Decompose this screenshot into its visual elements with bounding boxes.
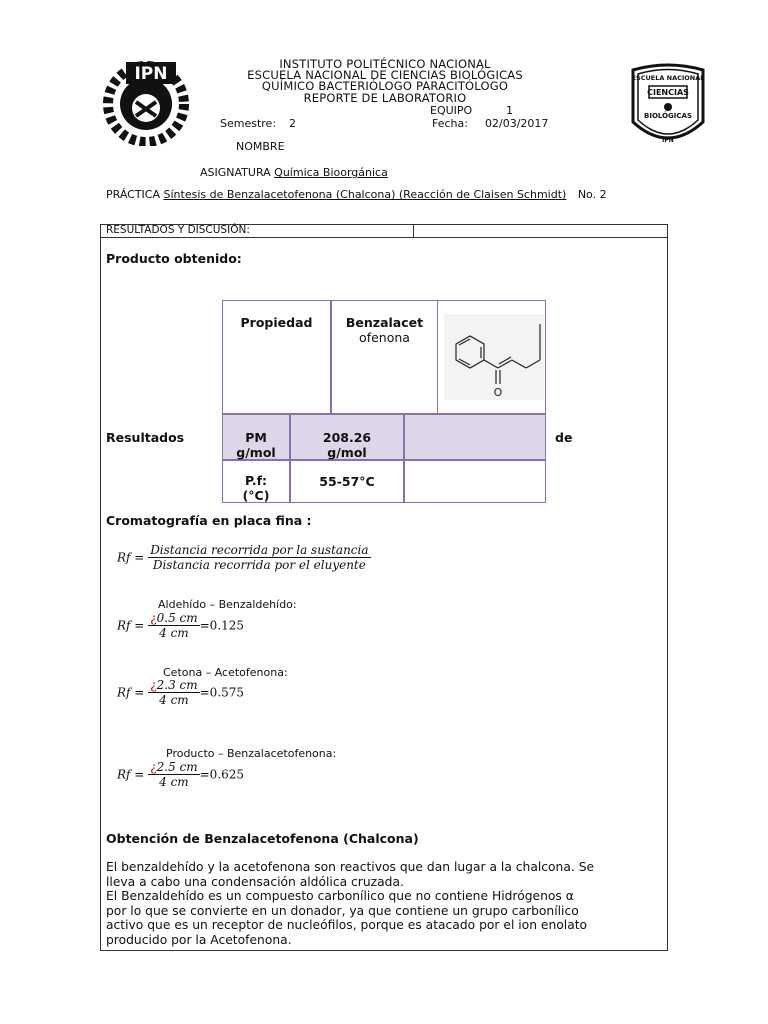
asignatura-label: ASIGNATURA	[200, 166, 271, 179]
rf-result: =0.625	[199, 767, 245, 782]
practica-row	[106, 188, 607, 201]
rf-lhs: Rf =	[117, 550, 145, 565]
ipn-logo-text: IPN	[134, 64, 168, 84]
benzalacetofenona-header-2: ofenona	[359, 330, 410, 345]
asignatura-row	[200, 166, 388, 179]
institution-name: INSTITUTO POLITÉCNICO NACIONAL	[279, 57, 491, 71]
paragraph-line: lleva a cabo una condensación aldólica cruzada.	[106, 874, 404, 889]
career-name: QUÍMICO BACTERIÓLOGO PARACITÓLOGO	[261, 79, 509, 93]
paragraph-line: El Benzaldehído es un compuesto carbonílico que no contiene Hidrógenos α	[106, 889, 574, 904]
rf-denominator: 4 cm	[159, 693, 189, 707]
svg-text:BIOLÓGICAS: BIOLÓGICAS	[644, 112, 692, 120]
report-type: REPORTE DE LABORATORIO	[303, 91, 467, 105]
asignatura-value: Química Bioorgánica	[274, 166, 388, 179]
ipn-logo	[100, 58, 192, 146]
rf-aldehido-formula	[117, 611, 244, 640]
row-pf-empty-cell	[404, 460, 546, 503]
fecha-value: 02/03/2017	[485, 117, 549, 130]
encb-seal	[627, 62, 709, 152]
obtencion-title: Obtención de Benzalacetofenona (Chalcona)	[106, 831, 419, 846]
pm-value-2: g/mol	[327, 445, 367, 460]
pf-value: 55-57°C	[319, 474, 375, 489]
row-pm-empty-cell	[404, 414, 546, 460]
rf-numerator: 2.3 cm	[156, 678, 198, 692]
benzalacetofenona-header-1: Benzalacet	[345, 315, 424, 330]
results-section-title: RESULTADOS Y DISCUSIÓN:	[106, 224, 250, 236]
rf-lhs: Rf =	[117, 618, 145, 633]
propiedad-header: Propiedad	[240, 315, 313, 330]
nombre-label: NOMBRE	[236, 140, 285, 153]
rf-numerator: 0.5 cm	[156, 611, 198, 625]
rf-lhs: Rf =	[117, 685, 145, 700]
rf-aldehido-label: Aldehído – Benzaldehído:	[158, 598, 297, 611]
practica-label: PRÁCTICA	[106, 188, 161, 201]
de-label: de	[555, 430, 573, 445]
practica-number: No. 2	[577, 188, 607, 201]
pm-label-1: PM	[245, 430, 267, 445]
rf-denominator: 4 cm	[159, 775, 189, 789]
rf-mark: ¿	[150, 678, 157, 692]
paragraph-line: activo que es un receptor de nucleófilos, porque es atacado por el ion enolato	[106, 918, 588, 933]
paragraph-line: El benzaldehído y la acetofenona son reactivos que dan lugar a la chalcona. Se	[106, 860, 595, 874]
producto-title: Producto obtenido:	[106, 251, 242, 266]
rf-denominator: 4 cm	[159, 626, 189, 640]
rf-denominator: Distancia recorrida por el eluyente	[152, 558, 366, 572]
chalcone-structure	[444, 314, 544, 400]
rf-mark: ¿	[150, 760, 157, 774]
school-name: ESCUELA NACIONAL DE CIENCIAS BIOLÓGICAS	[247, 68, 523, 82]
svg-text:IPN: IPN	[662, 137, 674, 144]
semestre-value: 2	[289, 117, 296, 130]
cromatografia-title: Cromatografía en placa fina :	[106, 513, 312, 528]
rf-cetona-formula	[117, 678, 244, 707]
pm-value-1: 208.26	[322, 430, 372, 445]
rf-cetona-label: Cetona – Acetofenona:	[163, 666, 288, 679]
pf-label-2: (°C)	[242, 488, 270, 503]
pf-label-1: P.f:	[244, 473, 268, 488]
results-header-divider	[413, 224, 414, 238]
resultados-label: Resultados	[106, 430, 185, 445]
practica-value: Síntesis de Benzalacetofenona (Chalcona) (Reacción de Claisen Schmidt)	[163, 188, 567, 201]
rf-producto-formula	[117, 760, 244, 789]
svg-text:CIENCIAS: CIENCIAS	[647, 88, 689, 97]
rf-numerator: Distancia recorrida por la sustancia	[150, 543, 369, 557]
rf-result: =0.125	[199, 618, 245, 633]
svg-text:O: O	[493, 386, 503, 399]
obtencion-paragraph	[106, 860, 661, 948]
pm-label-2: g/mol	[236, 445, 276, 460]
rf-producto-label: Producto – Benzalacetofenona:	[166, 747, 337, 760]
fecha-label: Fecha:	[432, 117, 468, 130]
rf-mark: ¿	[150, 611, 157, 625]
rf-result: =0.575	[199, 685, 245, 700]
paragraph-line: por lo que se convierte en un donador, ya que contiene un grupo carbonílico	[106, 903, 579, 918]
rf-lhs: Rf =	[117, 767, 145, 782]
svg-text:ESCUELA NACIONAL: ESCUELA NACIONAL	[631, 74, 705, 82]
semestre-label: Semestre:	[220, 117, 277, 130]
equipo-label: EQUIPO	[430, 104, 473, 117]
rf-numerator: 2.5 cm	[156, 760, 198, 774]
equipo-value: 1	[506, 104, 513, 117]
rf-general-formula	[117, 543, 371, 572]
paragraph-line: producido por la Acetofenona.	[106, 932, 292, 947]
